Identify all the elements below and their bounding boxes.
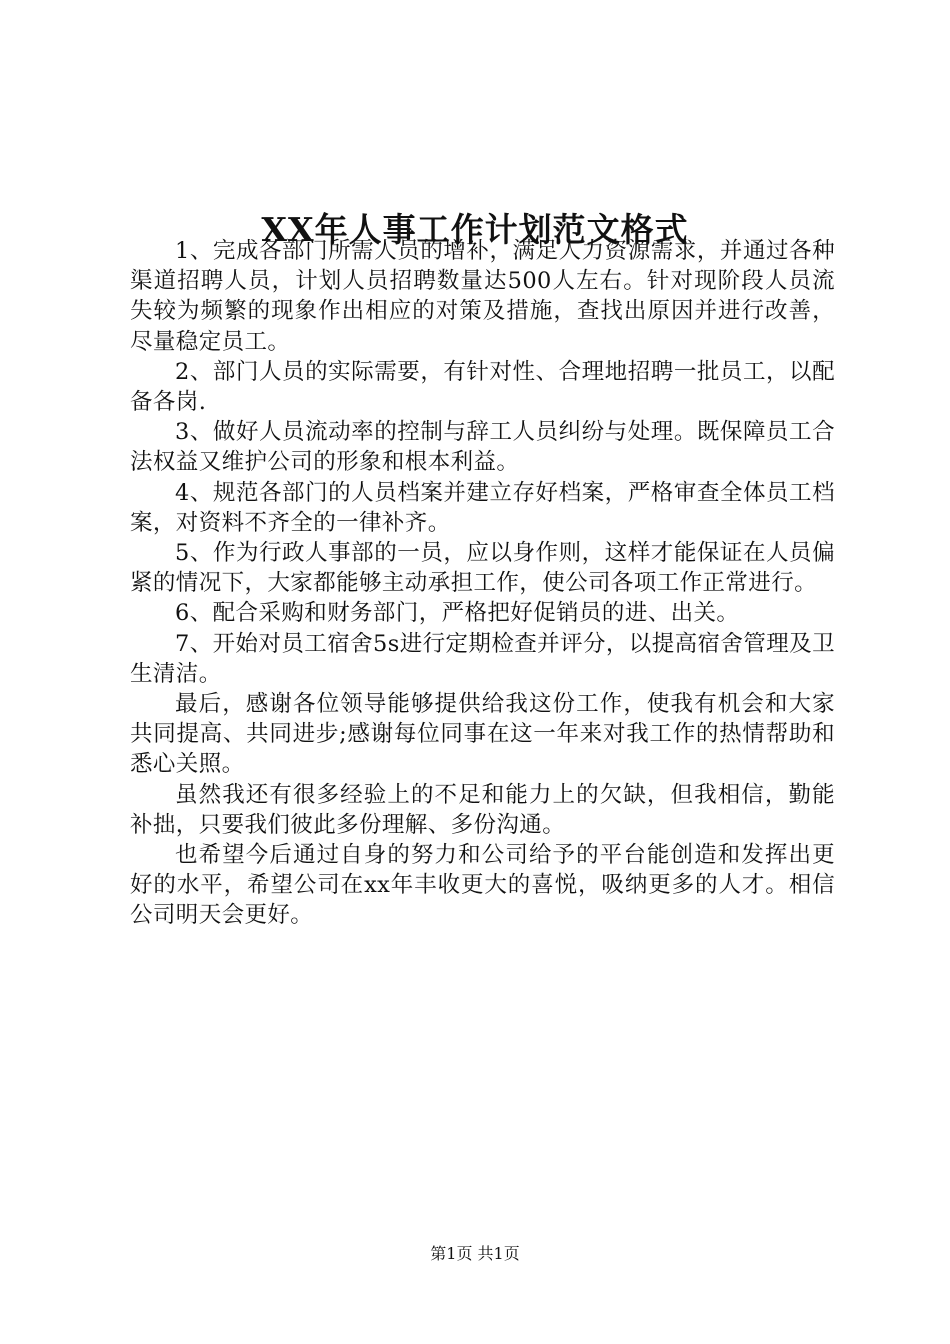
paragraph-4: 4、规范各部门的人员档案并建立存好档案，严格审查全体员工档案，对资料不齐全的一律补齐。 — [130, 479, 835, 536]
paragraph-2: 2、部门人员的实际需要，有针对性、合理地招聘一批员工，以配备各岗. — [130, 358, 835, 416]
page-title: XX年人事工作计划范文格式 — [261, 210, 689, 250]
paragraph-closing-thanks: 最后，感谢各位领导能够提供给我这份工作，使我有机会和大家共同提高、共同进步;感谢每位同事在这一年来对我工作的热情帮助和悉心关照。 — [130, 691, 835, 778]
document-body — [130, 236, 835, 931]
paragraph-6: 6、配合采购和财务部门，严格把好促销员的进、出关。 — [175, 600, 740, 627]
page-footer: 第1页 共1页 — [430, 1244, 520, 1263]
paragraph-5: 5、作为行政人事部的一员，应以身作则，这样才能保证在人员偏紧的情况下，大家都能够主动承担工作，使公司各项工作正常进行。 — [130, 540, 835, 597]
paragraph-closing-commitment: 虽然我还有很多经验上的不足和能力上的欠缺，但我相信，勤能补拙，只要我们彼此多份理解、多份沟通。 — [130, 781, 835, 838]
paragraph-3: 3、做好人员流动率的控制与辞工人员纠纷与处理。既保障员工合法权益又维护公司的形象和根本利益。 — [130, 419, 835, 476]
paragraph-closing-hope: 也希望今后通过自身的努力和公司给予的平台能创造和发挥出更好的水平，希望公司在xx年丰收更大的喜悦，吸纳更多的人才。相信公司明天会更好。 — [130, 842, 835, 929]
paragraph-1: 1、完成各部门所需人员的增补，满足人力资源需求，并通过各种渠道招聘人员，计划人员招聘数量达500人左右。针对现阶段人员流失较为频繁的现象作出相应的对策及措施，查找出原因并进行改善，尽量稳定员工。 — [130, 238, 835, 355]
paragraph-7: 7、开始对员工宿舍5s进行定期检查并评分，以提高宿舍管理及卫生清洁。 — [130, 630, 835, 687]
